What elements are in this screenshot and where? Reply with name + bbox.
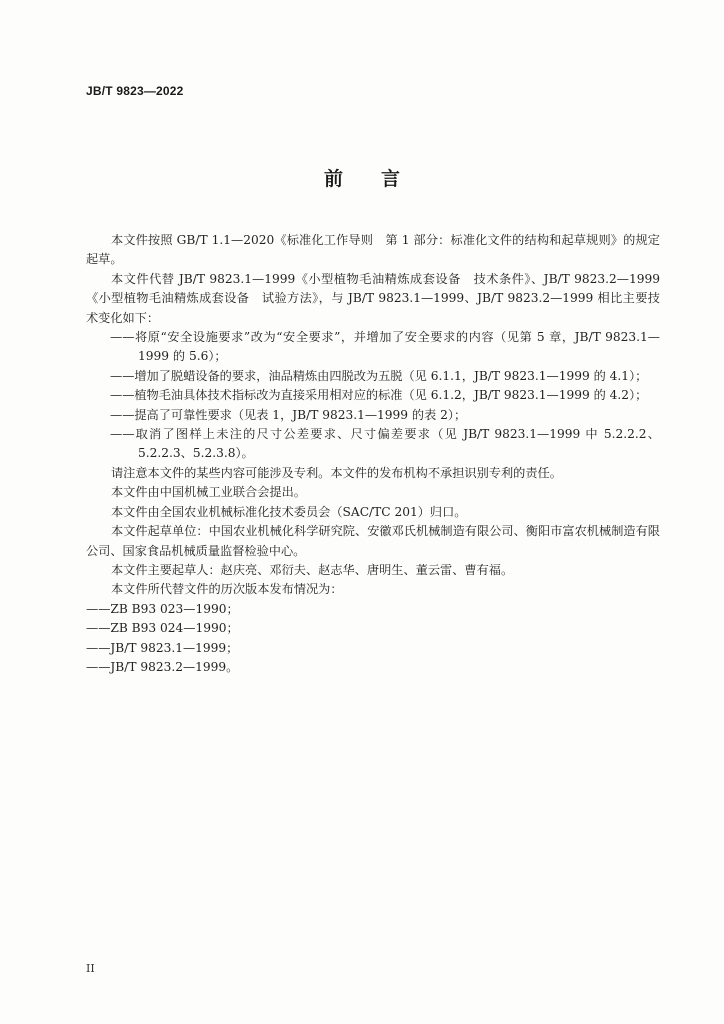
document-code: JB/T 9823—2022 — [86, 84, 184, 98]
foreword-body — [86, 231, 660, 677]
section-title — [0, 164, 724, 191]
paragraph-drafters: 本文件主要起草人：赵庆亮、邓衍夫、赵志华、唐明生、董云雷、曹有福。 — [111, 562, 514, 577]
change-item: ——增加了脱蜡设备的要求，油品精炼由四脱改为五脱（见 6.1.1，JB/T 9823.1—1999 的 4.1）； — [110, 368, 648, 383]
history-item: ——ZB B93 024—1990； — [86, 621, 239, 636]
paragraph-committee: 本文件由全国农业机械标准化技术委员会（SAC/TC 201）归口。 — [111, 504, 467, 519]
change-item: ——提高了可靠性要求（见表 1，JB/T 9823.1—1999 的表 2）； — [110, 407, 467, 422]
change-item: ——取消了图样上未注的尺寸公差要求、尺寸偏差要求（见 JB/T 9823.1—1999 中 5.2.2.2、5.2.2.3、5.2.3.8）。 — [110, 427, 660, 461]
paragraph-drafting-rule: 本文件按照 GB/T 1.1—2020《标准化工作导则 第 1 部分：标准化文件的结构和起草规则》的规定起草。 — [86, 233, 660, 267]
history-item: ——JB/T 9823.1—1999； — [86, 640, 239, 655]
history-item: ——ZB B93 023—1990； — [86, 601, 239, 616]
paragraph-drafting-units: 本文件起草单位：中国农业机械化科学研究院、安徽邓氏机械制造有限公司、衡阳市富农机械制造有限公司、国家食品机械质量监督检验中心。 — [86, 524, 660, 558]
paragraph-history-intro: 本文件所代替文件的历次版本发布情况为： — [111, 582, 343, 597]
title-char-1: 前 — [323, 168, 343, 190]
paragraph-patent-notice: 请注意本文件的某些内容可能涉及专利。本文件的发布机构不承担识别专利的责任。 — [111, 465, 562, 480]
change-item: ——将原“安全设施要求”改为“安全要求”，并增加了安全要求的内容（见第 5 章，JB/T 9823.1—1999 的 5.6）； — [110, 330, 660, 364]
page-number: II — [86, 962, 95, 975]
history-item: ——JB/T 9823.2—1999。 — [86, 659, 239, 674]
change-item: ——植物毛油具体技术指标改为直接采用相对应的标准（见 6.1.2，JB/T 9823.1—1999 的 4.2）； — [110, 388, 648, 403]
title-char-2: 言 — [381, 168, 401, 190]
paragraph-proposer: 本文件由中国机械工业联合会提出。 — [111, 485, 306, 500]
paragraph-replacement: 本文件代替 JB/T 9823.1—1999《小型植物毛油精炼成套设备 技术条件》、JB/T 9823.2—1999《小型植物毛油精炼成套设备 试验方法》，与 JB/T 9823.1—1999、JB/T 9823.2—1999 相比主要技术变化如下： — [86, 271, 660, 325]
